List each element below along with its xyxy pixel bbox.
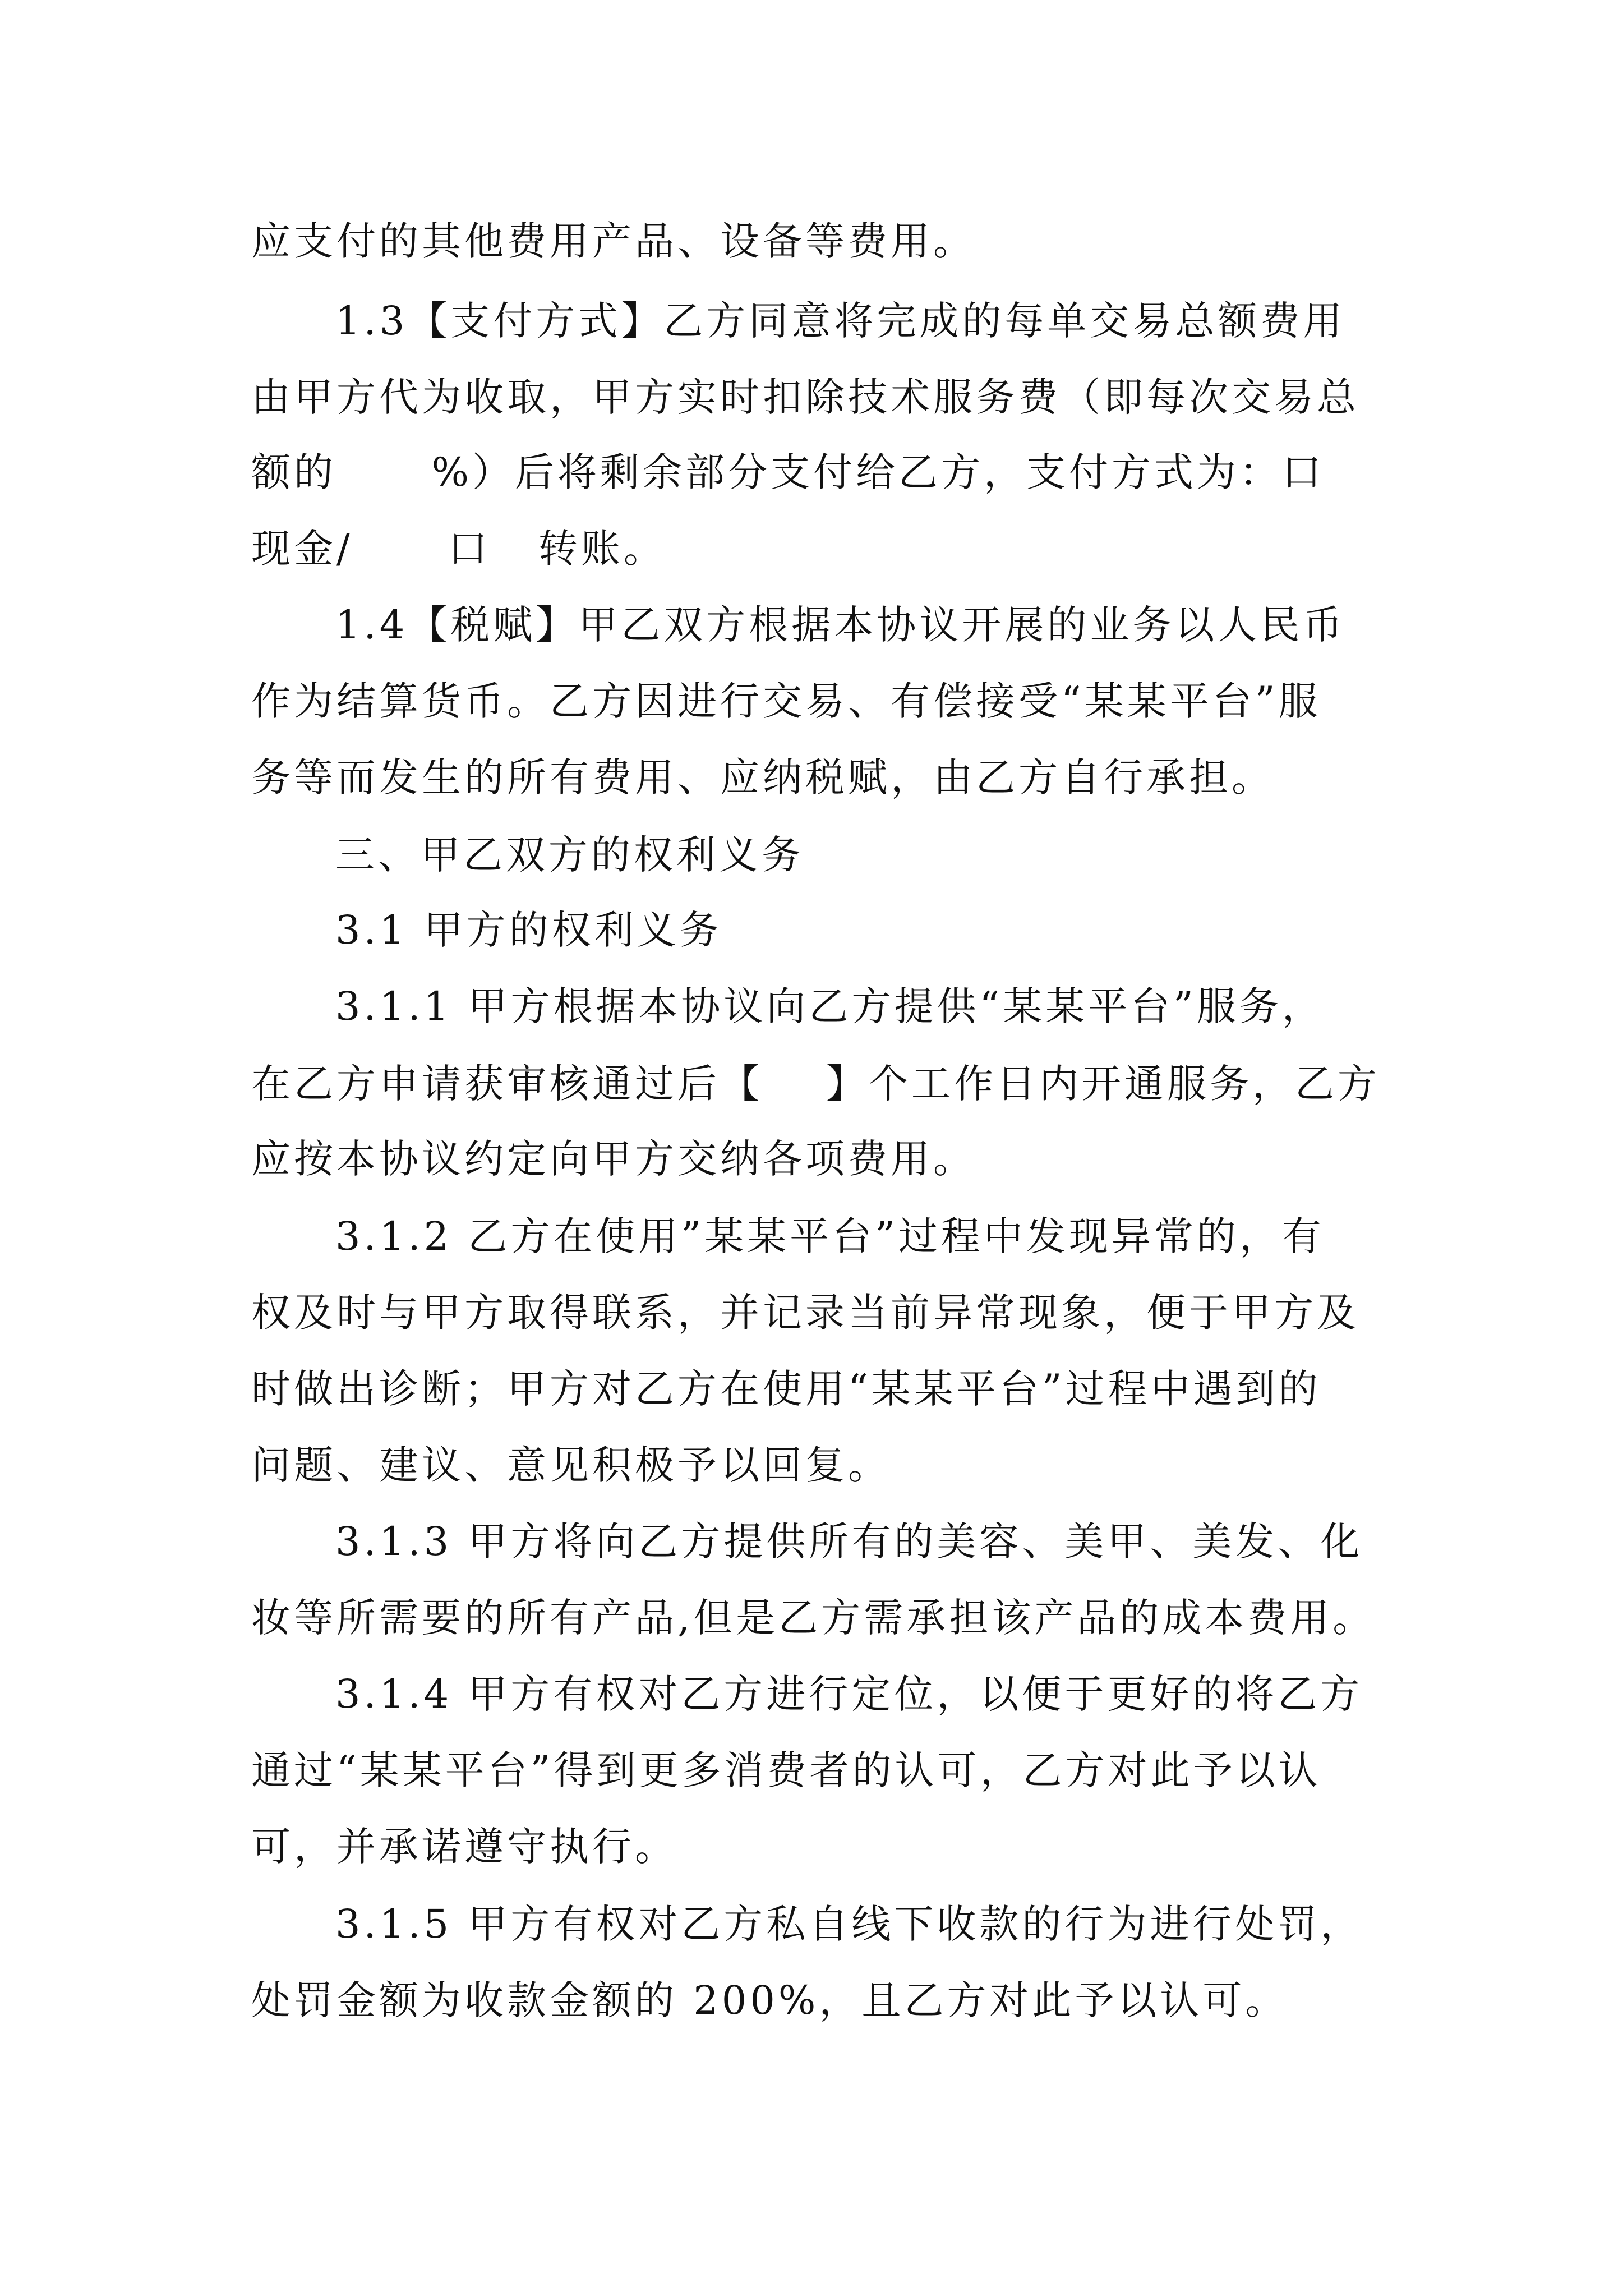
text-line-11: 3.1.1 甲方根据本协议向乙方提供“某某平台”服务， [335,983,1325,1029]
text-line-4: 额的 %）后将剩余部分支付给乙方，支付方式为：口 [251,449,1325,495]
text-line-14: 3.1.2 乙方在使用”某某平台”过程中发现异常的，有 [335,1213,1325,1259]
text-line-18: 3.1.3 甲方将向乙方提供所有的美容、美甲、美发、化 [335,1519,1363,1565]
text-line-5: 现金/ 口 转账。 [251,526,666,572]
text-line-8: 务等而发生的所有费用、应纳税赋，由乙方自行承担。 [251,754,1274,800]
text-line-12: 在乙方申请获审核通过后【 】个工作日内开通服务，乙方 [251,1061,1381,1107]
text-line-15: 权及时与甲方取得联系，并记录当前异常现象，便于甲方及 [251,1290,1359,1336]
text-line-19: 妆等所需要的所有产品,但是乙方需承担该产品的成本费用。 [251,1595,1376,1641]
text-line-24: 处罚金额为收款金额的 200%，且乙方对此予以认可。 [251,1977,1288,2023]
text-line-2: 1.3【支付方式】乙方同意将完成的每单交易总额费用 [335,298,1346,344]
subsection-heading: 3.1 甲方的权利义务 [335,907,722,953]
text-line-7: 作为结算货币。乙方因进行交易、有偿接受“某某平台”服 [251,678,1321,724]
text-line-20: 3.1.4 甲方有权对乙方进行定位，以便于更好的将乙方 [335,1671,1363,1717]
text-line-17: 问题、建议、意见积极予以回复。 [251,1442,891,1488]
text-line-1: 应支付的其他费用产品、设备等费用。 [251,218,976,264]
section-heading: 三、甲乙双方的权利义务 [335,832,804,878]
text-line-23: 3.1.5 甲方有权对乙方私自线下收款的行为进行处罚， [335,1901,1363,1947]
text-line-3: 由甲方代为收取，甲方实时扣除技术服务费（即每次交易总 [251,374,1359,420]
text-line-16: 时做出诊断；甲方对乙方在使用“某某平台”过程中遇到的 [251,1366,1321,1412]
text-line-6: 1.4【税赋】甲乙双方根据本协议开展的业务以人民币 [335,602,1346,648]
text-line-13: 应按本协议约定向甲方交纳各项费用。 [251,1136,976,1182]
text-line-21: 通过“某某平台”得到更多消费者的认可，乙方对此予以认 [251,1747,1321,1793]
text-line-22: 可，并承诺遵守执行。 [251,1824,677,1870]
